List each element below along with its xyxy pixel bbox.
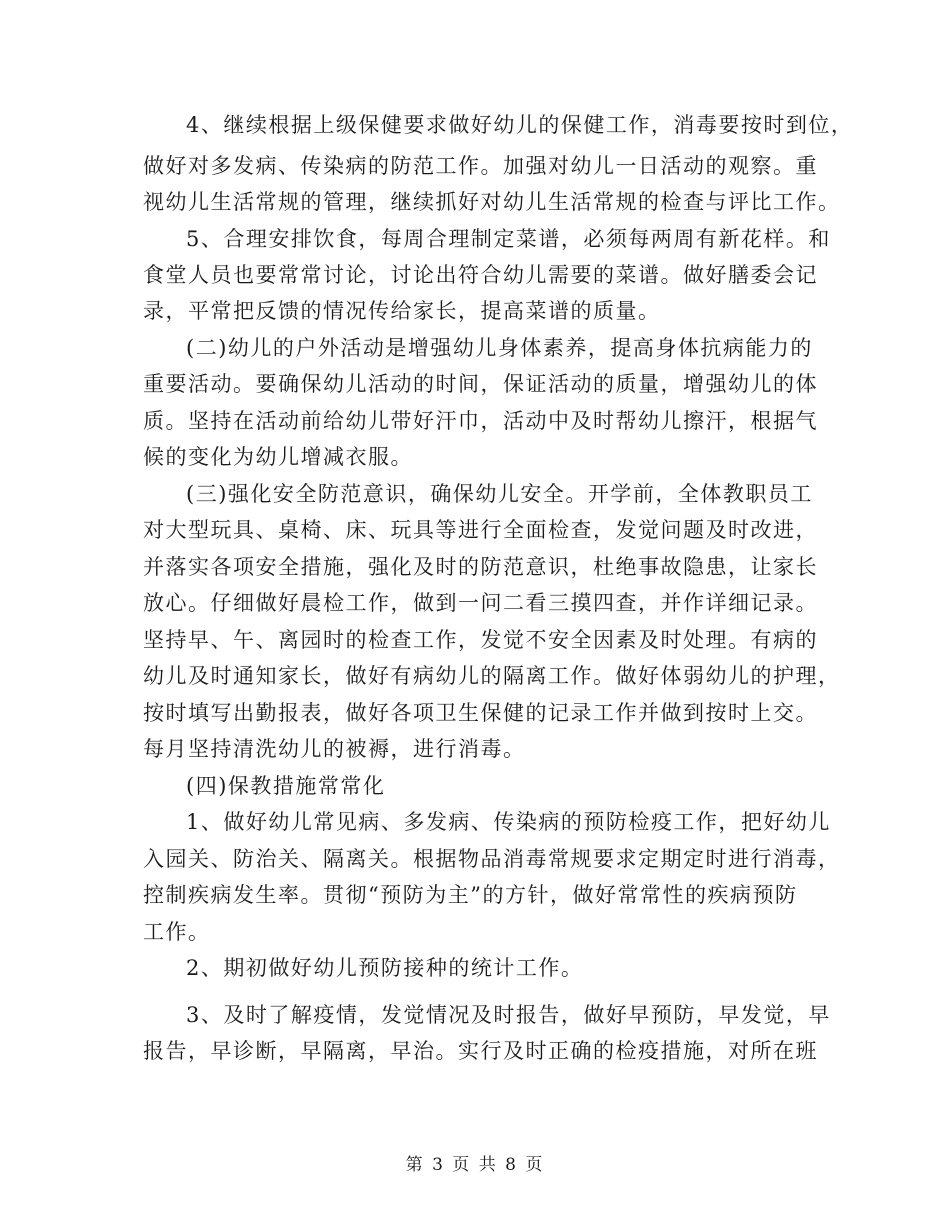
text-line: 食堂人员也要常常讨论，讨论出符合幼儿需要的菜谱。做好膳委会记 (143, 263, 818, 287)
text-line: (三)强化安全防范意识，确保幼儿安全。开学前，全体教职员工 (186, 482, 813, 506)
text-line: 4、继续根据上级保健要求做好幼儿的保健工作，消毒要按时到位， (186, 113, 854, 137)
text-line: 工作。 (143, 920, 211, 944)
text-line: 幼儿及时通知家长，做好有病幼儿的隔离工作。做好体弱幼儿的护理， (143, 664, 841, 688)
text-line: 重要活动。要确保幼儿活动的时间，保证活动的质量，增强幼儿的体 (143, 372, 818, 396)
text-line: (二)幼儿的户外活动是增强幼儿身体素养，提高身体抗病能力的 (186, 336, 813, 360)
text-line: 控制疾病发生率。贯彻“预防为主”的方针，做好常常性的疾病预防 (143, 883, 798, 907)
text-line: 并落实各项安全措施，强化及时的防范意识，杜绝事故隐患，让家长 (143, 555, 818, 579)
text-line: 按时填写出勤报表，做好各项卫生保健的记录工作并做到按时上交。 (143, 701, 818, 725)
text-line: 2、期初做好幼儿预防接种的统计工作。 (186, 956, 584, 980)
text-line: 坚持早、午、离园时的检查工作，发觉不安全因素及时处理。有病的 (143, 628, 818, 652)
text-line: 做好对多发病、传染病的防范工作。加强对幼儿一日活动的观察。重 (143, 154, 818, 178)
text-line: 候的变化为幼儿增减衣服。 (143, 445, 413, 469)
text-line: 5、合理安排饮食，每周合理制定菜谱，必须每两周有新花样。和 (186, 227, 831, 251)
text-line: 录，平常把反馈的情况传给家长，提高菜谱的质量。 (143, 299, 661, 323)
text-line: 视幼儿生活常规的管理，继续抓好对幼儿生活常规的检查与评比工作。 (143, 190, 841, 214)
text-line: 1、做好幼儿常见病、多发病、传染病的预防检疫工作，把好幼儿 (186, 810, 831, 834)
text-line: 放心。仔细做好晨检工作，做到一问二看三摸四查，并作详细记录。 (143, 591, 818, 615)
text-line: 入园关、防治关、隔离关。根据物品消毒常规要求定期定时进行消毒， (143, 847, 841, 871)
page-number-footer: 第 3 页 共 8 页 (405, 1155, 545, 1175)
section-heading: (四)保教措施常常化 (186, 774, 386, 798)
text-line: 质。坚持在活动前给幼儿带好汗巾，活动中及时帮幼儿擦汗，根据气 (143, 409, 818, 433)
text-line: 对大型玩具、桌椅、床、玩具等进行全面检查，发觉问题及时改进， (143, 518, 818, 542)
text-line: 3、及时了解疫情，发觉情况及时报告，做好早预防，早发觉，早 (186, 1003, 831, 1027)
text-line: 每月坚持清洗幼儿的被褥，进行消毒。 (143, 737, 526, 761)
text-line: 报告，早诊断，早隔离，早治。实行及时正确的检疫措施，对所在班 (143, 1039, 818, 1063)
